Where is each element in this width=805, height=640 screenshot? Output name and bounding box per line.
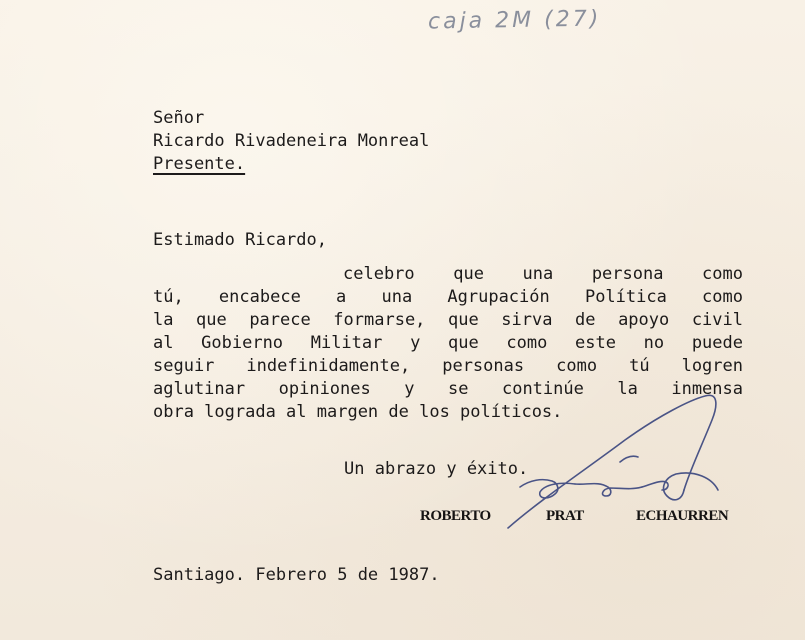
body-line: al Gobierno Militar y que como este no puede [153,333,743,353]
letter-greeting: Estimado Ricardo, [153,230,327,250]
letter-closing: Un abrazo y éxito. [344,459,529,479]
signatory-middle-name: PRAT [546,508,584,524]
signatory-first-name: ROBERTO [420,508,491,524]
signatory-last-name: ECHAURREN [636,508,729,524]
body-line: celebro que una persona como [343,264,743,284]
body-line: aglutinar opiniones y se continúe la inmensa [153,379,743,399]
place-date: Santiago. Febrero 5 de 1987. [153,565,440,585]
recipient-presente: Presente. [153,154,246,174]
letter-body [153,263,743,424]
body-line: la que parece formarse, que sirva de apoyo civil [153,310,743,330]
body-line: obra lograda al margen de los políticos. [153,402,563,422]
recipient-salutation: Señor [153,108,205,128]
body-line: seguir indefinidamente, personas como tú logren [153,356,743,376]
archive-reference-note: caja 2M (27) [427,6,602,35]
recipient-name: Ricardo Rivadeneira Monreal [153,131,430,151]
body-line: tú, encabece a una Agrupación Política como [153,287,743,307]
